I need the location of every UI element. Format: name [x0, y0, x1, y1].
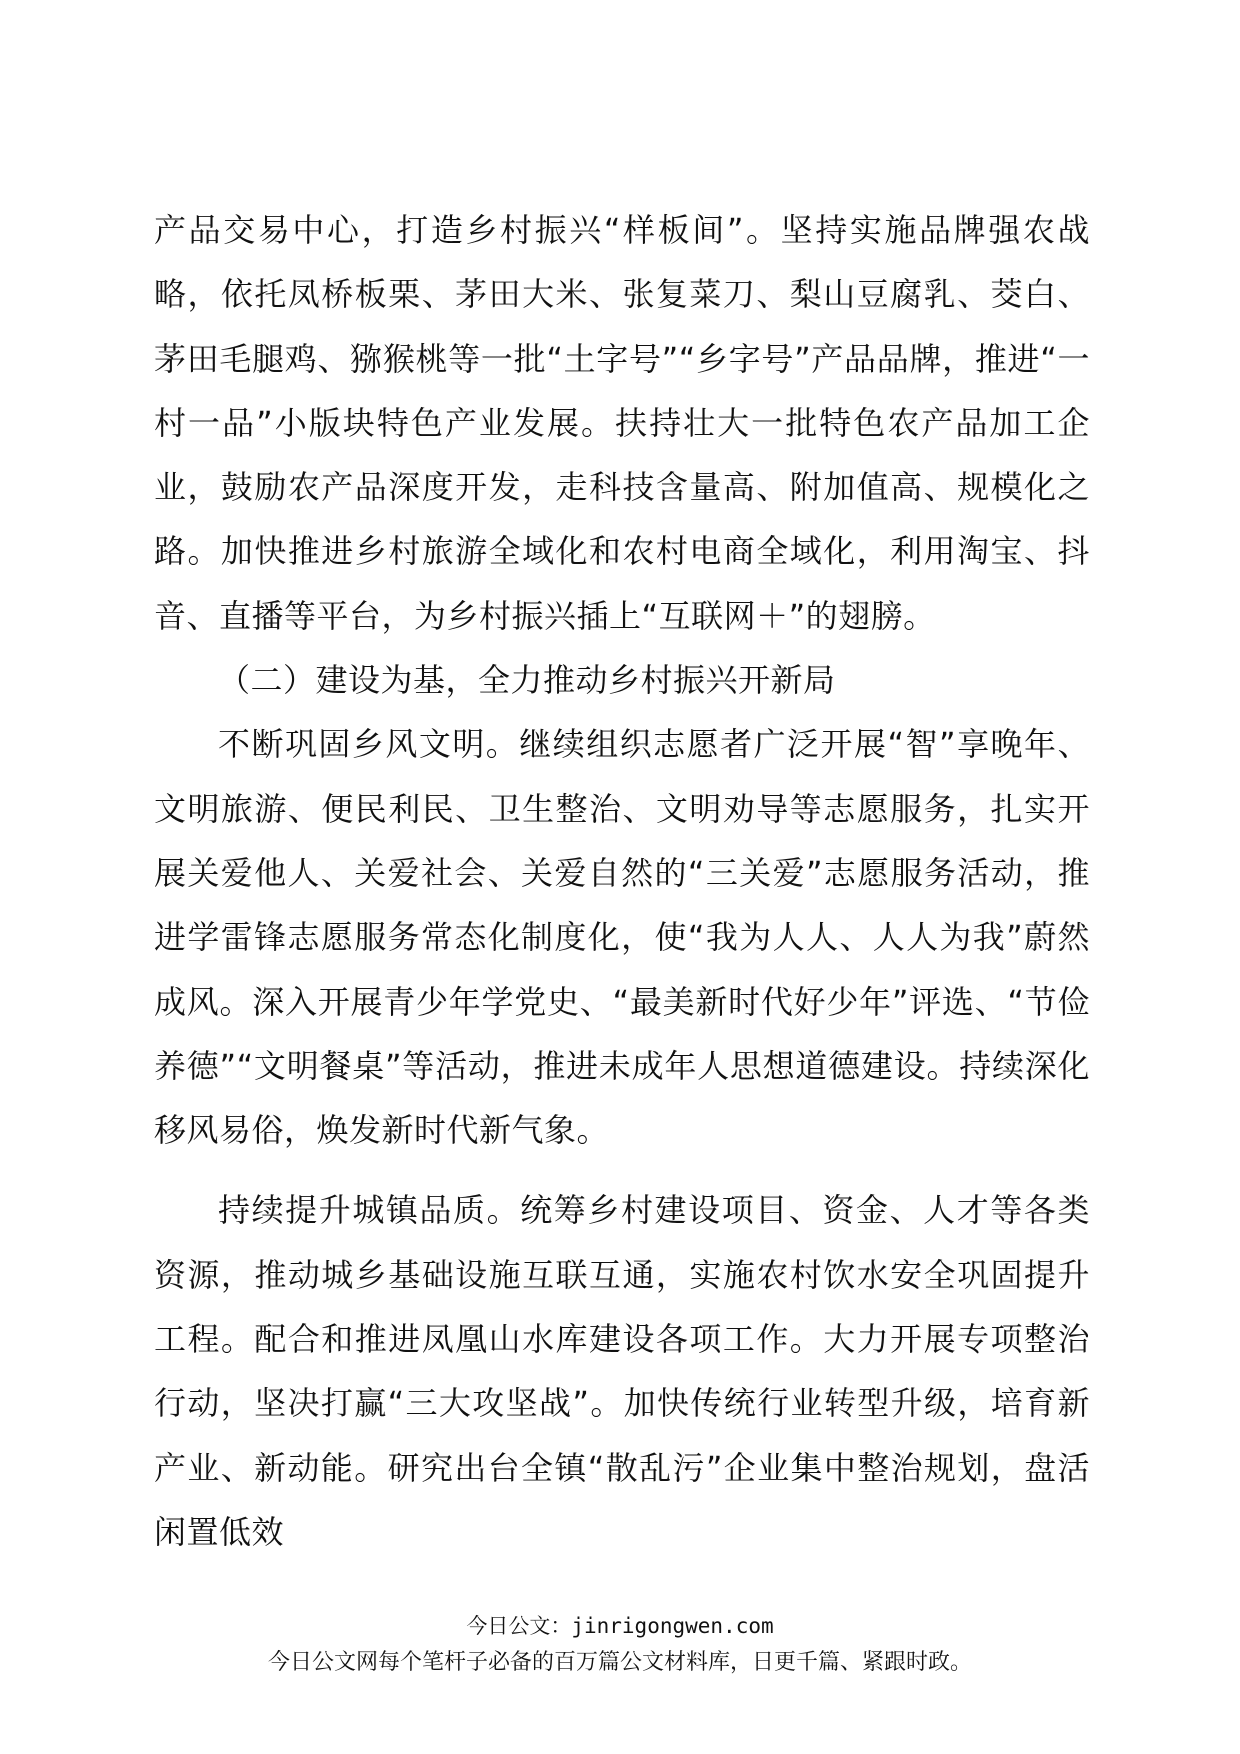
- paragraph-continuation: 产品交易中心，打造乡村振兴“样板间”。坚持实施品牌强农战略，依托凤桥板栗、茅田大米、张复菜刀、梨山豆腐乳、茭白、茅田毛腿鸡、猕猴桃等一批“土字号”“乡字号”产品品牌，推进“一村一品”小版块特色产业发展。扶持壮大一批特色农产品加工企业，鼓励农产品深度开发，走科技含量高、附加值高、规模化之路。加快推进乡村旅游全域化和农村电商全域化，利用淘宝、抖音、直播等平台，为乡村振兴插上“互联网＋”的翅膀。: [154, 211, 1090, 635]
- document-body: [154, 198, 1090, 1564]
- footer-site-line: 今日公文：jinrigongwen.com: [466, 1614, 774, 1638]
- section-heading: （二）建设为基，全力推动乡村振兴开新局: [218, 661, 836, 700]
- footer-slogan: 今日公文网每个笔杆子必备的百万篇公文材料库，日更千篇、紧跟时政。: [267, 1650, 972, 1675]
- paragraph-rural-civilization: 不断巩固乡风文明。继续组织志愿者广泛开展“智”享晚年、文明旅游、便民利民、卫生整治、文明劝导等志愿服务，扎实开展关爱他人、关爱社会、关爱自然的“三关爱”志愿服务活动，推进学雷锋志愿服务常态化制度化，使“我为人人、人人为我”蔚然成风。深入开展青少年学党史、“最美新时代好少年”评选、“节俭养德”“文明餐桌”等活动，推进未成年人思想道德建设。持续深化移风易俗，焕发新时代新气象。: [154, 725, 1090, 1150]
- paragraph-town-quality: 持续提升城镇品质。统筹乡村建设项目、资金、人才等各类资源，推动城乡基础设施互联互通，实施农村饮水安全巩固提升工程。配合和推进凤凰山水库建设各项工作。大力开展专项整治行动，坚决打赢“三大攻坚战”。加快传统行业转型升级，培育新产业、新动能。研究出台全镇“散乱污”企业集中整治规划，盘活闲置低效: [154, 1191, 1090, 1551]
